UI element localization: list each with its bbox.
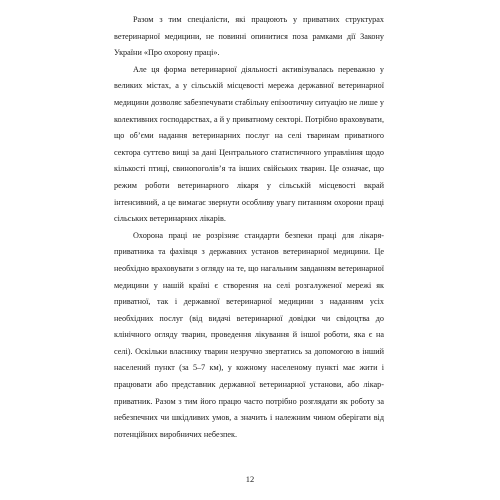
paragraph-3: Охорона праці не розрізняє стандарти безпеки праці для лікаря-приватника та фахівця з державних установ ветеринарної медицини. Це необхідно враховувати з огляду на те, що нагальним завданням ветеринарної медицини у нашій країні є створення на селі розгалуженої мережі як приватної, так і державної ветеринарної медицини з наданням усіх необхідних послуг (від видачі ветеринарної довідки чи свідоцтва до клінічного огляду тварин, проведення лікування й іншої роботи, яка є на селі). Оскільки власнику тварин незручно звертатись за допомогою в інший населений пункт (за 5–7 км), у кожному населеному пункті має жити і працювати або представник державної ветеринарної установи, або лікар-приватник. Разом з тим його працю часто потрібно розглядати як роботу за небезпечних чи шкідливих умов, а значить і належним чином оберігати від потенційних виробничих небезпек.	[114, 230, 384, 439]
body-text	[114, 12, 384, 443]
page-number: 12	[245, 474, 255, 484]
paragraph-1: Разом з тим спеціалісти, які працюють у приватних структурах ветеринарної медицини, не повинні опинитися поза рамками дії Закону України «Про охорону праці».	[114, 15, 384, 58]
paragraph-2: Але ця форма ветеринарної діяльності активізувалась переважно у великих містах, а у сільській місцевості мережа державної ветеринарної медицини дозволяє забезпечувати стабільну епізоотичну ситуацію не лише у колективних господарствах, а й у приватному секторі. Потрібно враховувати, що об’єми надання ветеринарних послуг на селі тваринам приватного сектора суттєво вищі за дані Центрального статистичного управління щодо кількості птиці, свинопоголів’я та інших свійських тварин. Це означає, що режим роботи ветеринарного лікаря у сільській місцевості вкрай інтенсивний, а це вимагає звернути особливу увагу питанням охорони праці сільських ветеринарних лікарів.	[114, 64, 384, 224]
